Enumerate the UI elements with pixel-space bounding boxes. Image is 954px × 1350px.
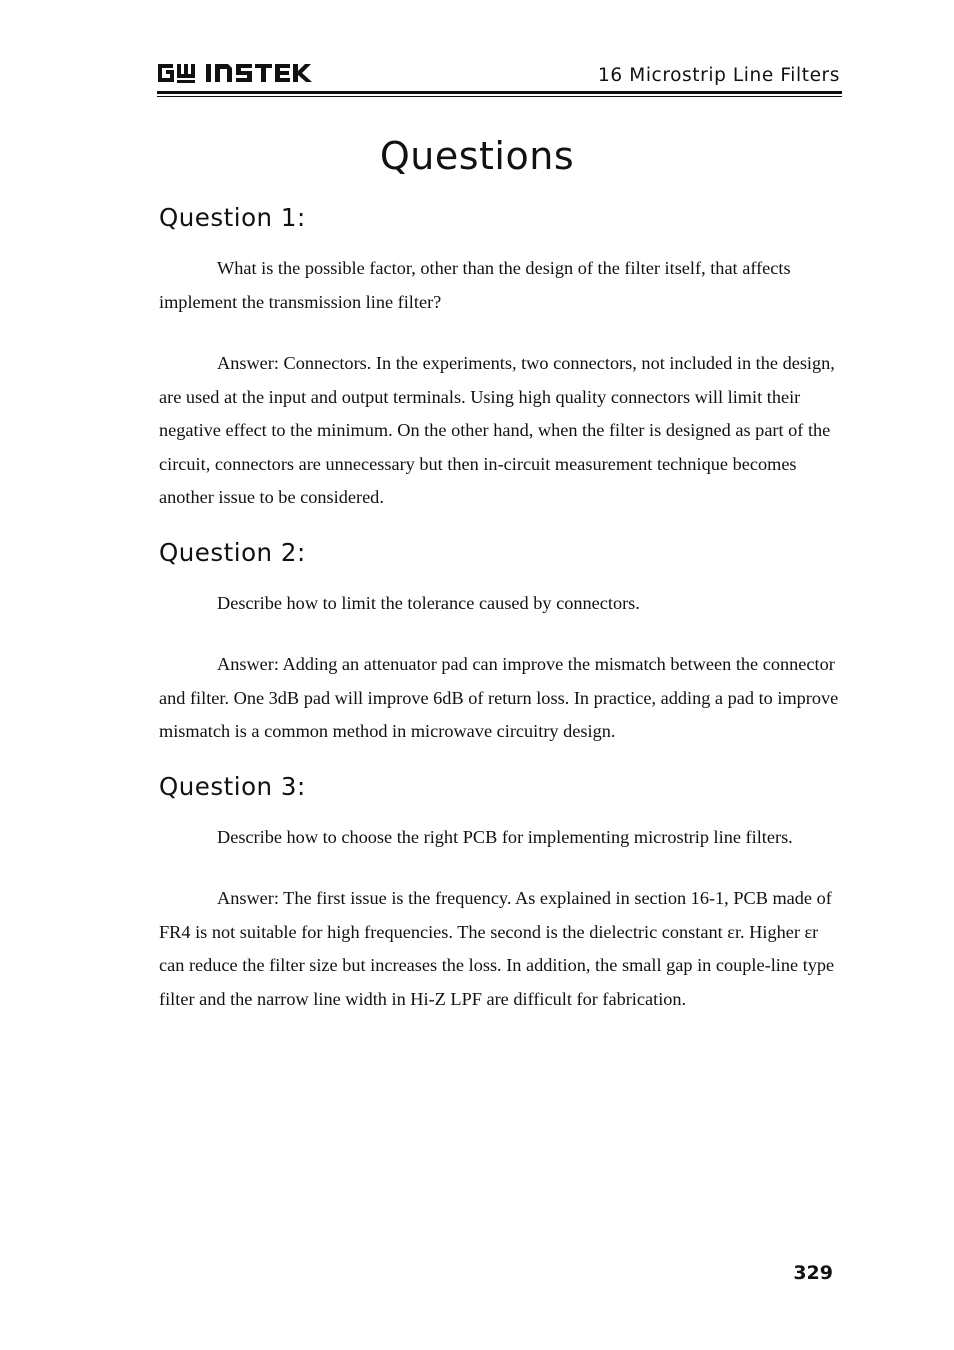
- gw-instek-logo: [157, 60, 321, 91]
- header-rule-thin: [157, 96, 842, 97]
- question-block-2: [159, 533, 843, 749]
- gw-instek-logo-mark: [157, 60, 321, 86]
- answer-text: Answer: The first issue is the frequency. As explained in section 16-1, PCB made of FR4 is not suitable for high frequencies. The second is the dielectric constant εr. Higher εr can reduce the filter size but increases the loss. In addition, the small gap in couple-line type filter and the narrow line width in Hi-Z LPF are difficult for fabrication.: [159, 888, 835, 1009]
- answer-text: Answer: Adding an attenuator pad can improve the mismatch between the connector and filter. One 3dB pad will improve 6dB of return loss. In practice, adding a pad to improve mismatch is a common method in microwave circuitry design.: [159, 654, 839, 741]
- question-heading: Question 1:: [159, 203, 306, 232]
- question-text: What is the possible factor, other than the design of the filter itself, that affects implement the transmission line filter?: [159, 258, 791, 312]
- page-number: 329: [793, 1262, 833, 1284]
- running-head: 16 Microstrip Line Filters: [598, 65, 840, 86]
- question-block-1: [159, 198, 843, 515]
- question-text: Describe how to limit the tolerance caused by connectors.: [217, 592, 640, 613]
- page-title: Questions: [379, 134, 575, 178]
- question-heading: Question 2:: [159, 537, 306, 567]
- question-heading: Question 3:: [159, 771, 306, 801]
- header-rule-thick: [157, 91, 842, 94]
- question-text: Describe how to choose the right PCB for implementing microstrip line filters.: [217, 826, 793, 847]
- answer-text: Answer: Connectors. In the experiments, two connectors, not included in the design, are used at the input and output terminals. Using high quality connectors will limit their negative effect to the minimum. On the other hand, when the filter is designed as part of the circuit, connectors are unnecessary but then in-circuit measurement technique becomes another issue to be considered.: [159, 353, 835, 507]
- question-block-3: [159, 767, 843, 1017]
- page-header: [157, 58, 842, 98]
- questions-section: [159, 198, 843, 1016]
